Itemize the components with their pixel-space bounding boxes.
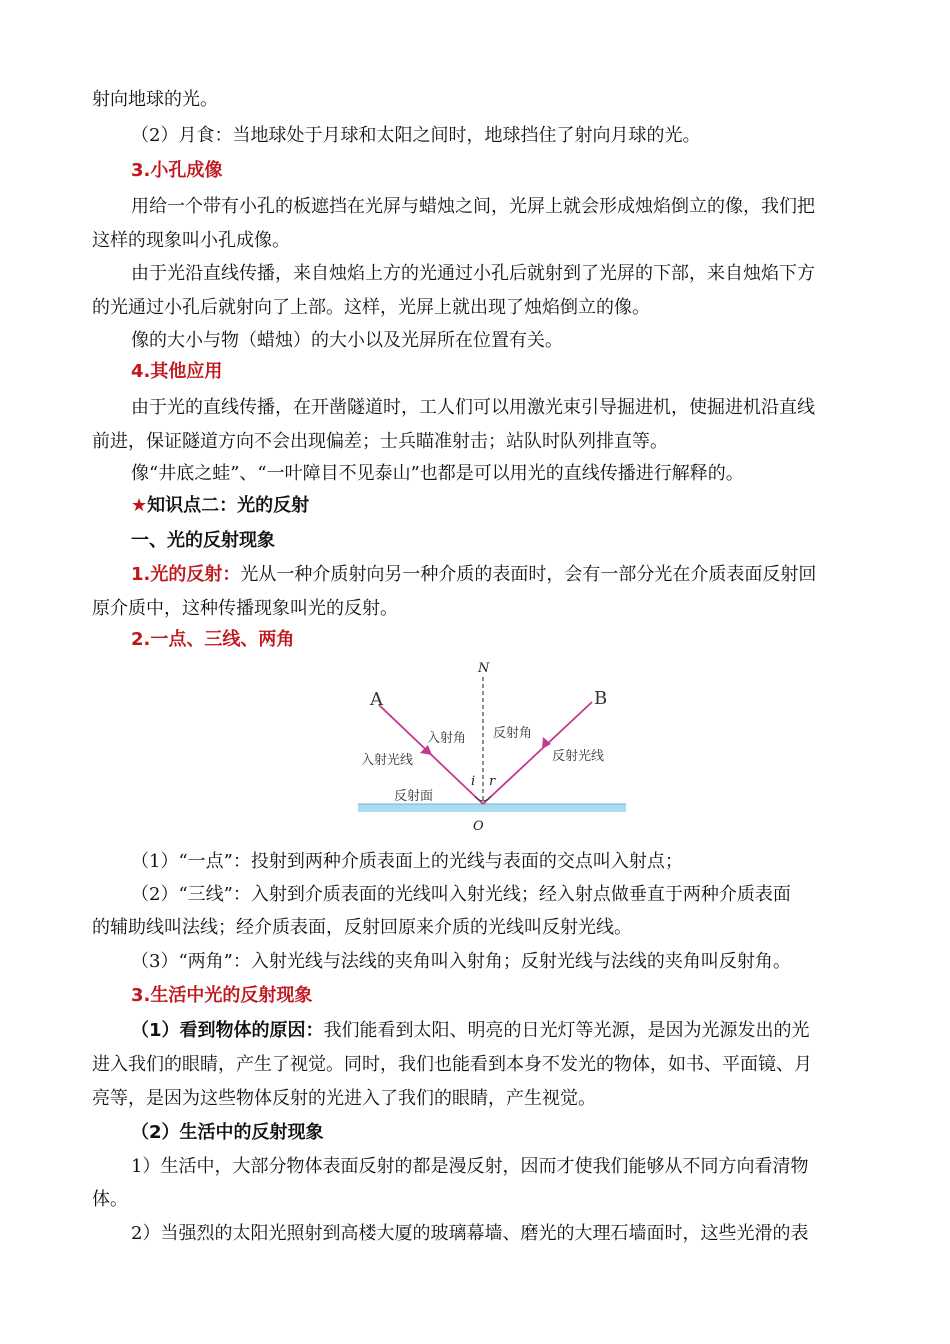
surface-label: 反射面 [394, 789, 434, 804]
paragraph: 这样的现象叫小孔成像。 [92, 230, 290, 251]
label-r: r [489, 774, 496, 789]
paragraph: 用给一个带有小孔的板遮挡在光屏与蜡烛之间，光屏上就会形成烛焰倒立的像，我们把 [131, 196, 815, 217]
section-heading: 一、光的反射现象 [131, 530, 275, 551]
heading-point-lines-angles: 2.一点、三线、两角 [131, 629, 295, 650]
label-O: O [473, 819, 484, 834]
reflect-ray-label: 反射光线 [552, 749, 605, 764]
label-i: i [471, 774, 476, 789]
paragraph: 的光通过小孔后就射向了上部。这样，光屏上就出现了烛焰倒立的像。 [92, 297, 650, 318]
knowledge-point-title: 知识点二：光的反射 [147, 495, 310, 516]
paragraph: 1）生活中，大部分物体表面反射的都是漫反射，因而才使我们能够从不同方向看清物 [131, 1156, 809, 1177]
definition-text: 光从一种介质射向另一种介质的表面时，会有一部分光在介质表面反射回 [240, 564, 817, 585]
heading-life-reflection: 3.生活中光的反射现象 [131, 985, 313, 1006]
definition-label: 1.光的反射： [131, 564, 241, 585]
star-icon: ★ [131, 495, 148, 516]
paragraph: 体。 [92, 1189, 128, 1210]
paragraph: 前进，保证隧道方向不会出现偏差；士兵瞄准射击；站队时队列排直等。 [92, 431, 668, 452]
incident-ray-label: 入射光线 [361, 753, 414, 768]
reflection-diagram [352, 655, 632, 835]
paragraph: 像“井底之蛙”、“一叶障目不见泰山”也都是可以用光的直线传播进行解释的。 [131, 463, 744, 484]
paragraph: （2）月食：当地球处于月球和太阳之间时，地球挡住了射向月球的光。 [131, 125, 701, 146]
reflect-angle-label: 反射角 [493, 726, 533, 741]
paragraph: 像的大小与物（蜡烛）的大小以及光屏所在位置有关。 [131, 330, 563, 351]
paragraph: 亮等，是因为这些物体反射的光进入了我们的眼睛，产生视觉。 [92, 1088, 596, 1109]
paragraph: 2）当强烈的太阳光照射到高楼大厦的玻璃幕墙、磨光的大理石墙面时，这些光滑的表 [131, 1223, 809, 1244]
paragraph: 原介质中，这种传播现象叫光的反射。 [92, 598, 398, 619]
list-item: （1）“一点”：投射到两种介质表面上的光线与表面的交点叫入射点； [131, 851, 683, 872]
knowledge-point-heading [131, 494, 309, 518]
label-N: N [478, 661, 490, 676]
subheading-label: （1）看到物体的原因： [131, 1020, 324, 1041]
list-item: （2）“三线”：入射到介质表面的光线叫入射光线；经入射点做垂直于两种介质表面 [131, 884, 791, 905]
label-B: B [594, 688, 608, 709]
heading-pinhole: 3.小孔成像 [131, 160, 223, 181]
reflecting-surface [358, 804, 626, 812]
paragraph: 由于光的直线传播，在开凿隧道时，工人们可以用激光束引导掘进机，使掘进机沿直线 [131, 397, 815, 418]
paragraph: 进入我们的眼睛，产生了视觉。同时，我们也能看到本身不发光的物体，如书、平面镜、月 [92, 1054, 812, 1075]
reflected-arrow [542, 737, 551, 749]
subheading: （2）生活中的反射现象 [131, 1122, 324, 1143]
paragraph: 的辅助线叫法线；经介质表面，反射回原来介质的光线叫反射光线。 [92, 917, 632, 938]
paragraph [131, 1019, 810, 1043]
definition-paragraph [131, 563, 816, 587]
incident-angle-label: 入射角 [427, 731, 467, 746]
label-A: A [370, 689, 383, 710]
list-item: （3）“两角”：入射光线与法线的夹角叫入射角；反射光线与法线的夹角叫反射角。 [131, 951, 791, 972]
paragraph: 由于光沿直线传播，来自烛焰上方的光通过小孔后就射到了光屏的下部，来自烛焰下方 [131, 263, 815, 284]
paragraph: 射向地球的光。 [92, 89, 218, 110]
heading-other-applications: 4.其他应用 [131, 361, 223, 382]
paragraph-text: 我们能看到太阳、明亮的日光灯等光源，是因为光源发出的光 [323, 1020, 810, 1041]
